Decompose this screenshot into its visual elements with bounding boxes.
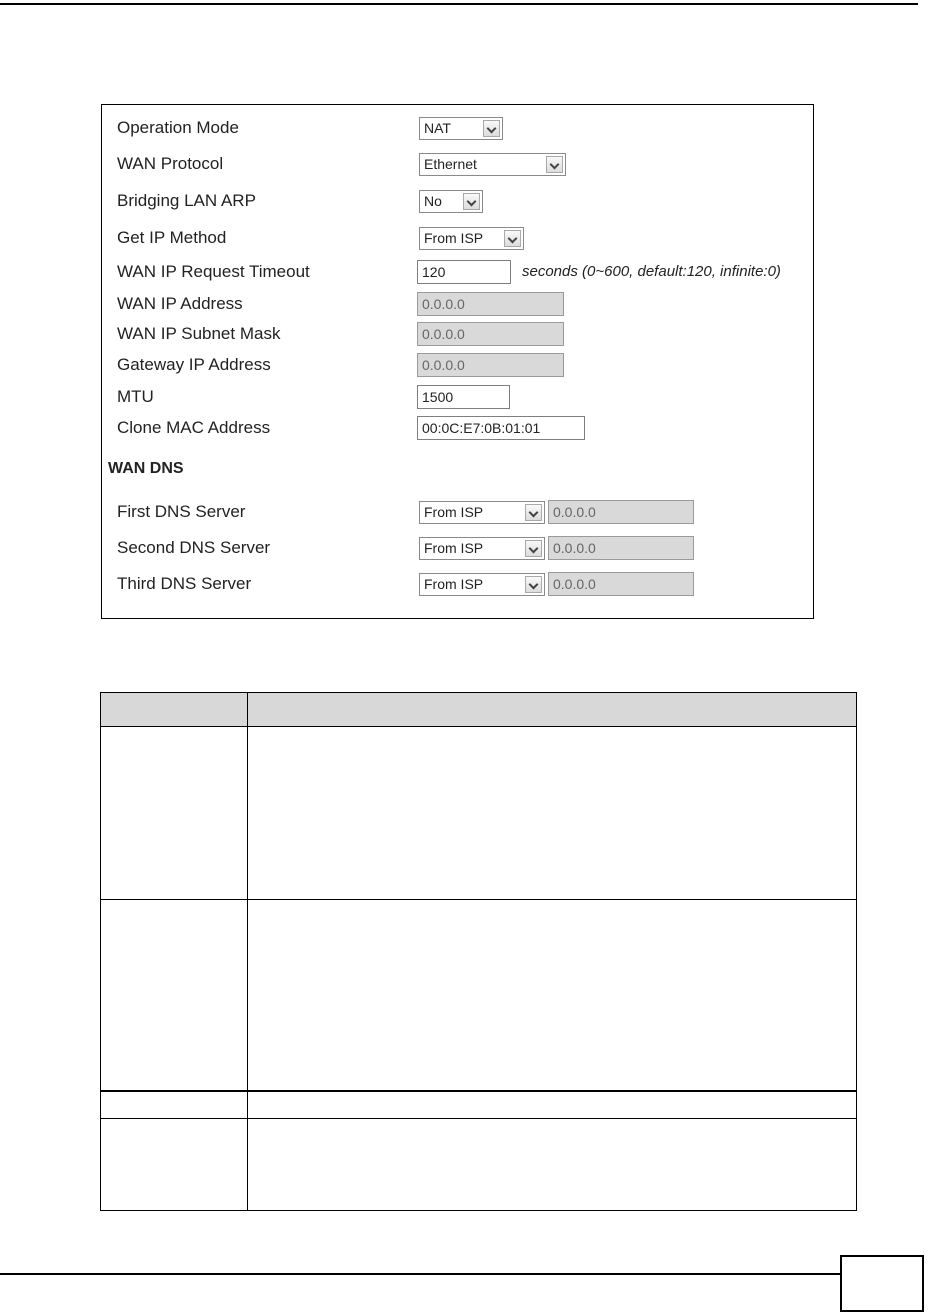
operation-mode-value: NAT <box>424 120 451 136</box>
table-header-cell <box>248 693 857 727</box>
second-dns-mode-select[interactable] <box>419 537 545 560</box>
table-cell <box>101 1091 248 1119</box>
wan-ip-subnet-mask-input: 0.0.0.0 <box>417 322 564 346</box>
chevron-down-icon <box>525 504 542 521</box>
table-cell <box>101 1119 248 1211</box>
table-header-row <box>101 693 857 727</box>
get-ip-method-label: Get IP Method <box>117 228 227 247</box>
gateway-ip-address-input: 0.0.0.0 <box>417 353 564 377</box>
first-dns-ip-input: 0.0.0.0 <box>548 500 694 524</box>
wan-protocol-label: WAN Protocol <box>117 154 224 173</box>
wan-ip-address-input: 0.0.0.0 <box>417 292 564 316</box>
table-cell <box>248 727 857 900</box>
third-dns-mode-value: From ISP <box>424 576 484 592</box>
wan-ip-subnet-mask-label: WAN IP Subnet Mask <box>117 324 281 343</box>
operation-mode-select[interactable] <box>419 117 503 140</box>
clone-mac-address-input[interactable]: 00:0C:E7:0B:01:01 <box>417 416 585 440</box>
chevron-down-icon <box>525 576 542 593</box>
chevron-down-icon <box>463 193 480 210</box>
second-dns-ip-input: 0.0.0.0 <box>548 536 694 560</box>
wan-ip-request-timeout-input[interactable]: 120 <box>417 260 511 284</box>
table-row <box>101 1119 857 1211</box>
get-ip-method-value: From ISP <box>424 230 484 246</box>
third-dns-mode-select[interactable] <box>419 573 545 596</box>
chevron-down-icon <box>525 540 542 557</box>
chevron-down-icon <box>504 230 521 247</box>
wan-protocol-select[interactable] <box>419 153 566 176</box>
second-dns-mode-value: From ISP <box>424 540 484 556</box>
operation-mode-label: Operation Mode <box>117 118 239 137</box>
bridging-lan-arp-label: Bridging LAN ARP <box>117 191 256 210</box>
wan-settings-panel <box>101 104 814 619</box>
wan-protocol-value: Ethernet <box>424 156 477 172</box>
gateway-ip-address-label: Gateway IP Address <box>117 355 271 374</box>
header-rule <box>0 3 918 5</box>
third-dns-server-label: Third DNS Server <box>117 574 252 593</box>
mtu-input[interactable]: 1500 <box>417 385 510 409</box>
table-header-cell <box>101 693 248 727</box>
wan-ip-address-label: WAN IP Address <box>117 294 243 313</box>
first-dns-server-label: First DNS Server <box>117 502 246 521</box>
table-row <box>101 900 857 1091</box>
page-number-box <box>840 1255 924 1312</box>
first-dns-mode-select[interactable] <box>419 501 545 524</box>
footer-rule <box>0 1273 840 1275</box>
table-cell <box>248 900 857 1091</box>
wan-ip-request-timeout-label: WAN IP Request Timeout <box>117 262 310 281</box>
description-table <box>100 692 857 1211</box>
table-row <box>101 727 857 900</box>
get-ip-method-select[interactable] <box>419 227 524 250</box>
third-dns-ip-input: 0.0.0.0 <box>548 572 694 596</box>
mtu-label: MTU <box>117 387 154 406</box>
timeout-hint: seconds (0~600, default:120, infinite:0) <box>522 263 781 280</box>
clone-mac-address-label: Clone MAC Address <box>117 418 271 437</box>
first-dns-mode-value: From ISP <box>424 504 484 520</box>
table-row <box>101 1091 857 1119</box>
table-cell <box>101 727 248 900</box>
table-cell <box>248 1091 857 1119</box>
table-cell <box>248 1119 857 1211</box>
table-cell <box>101 900 248 1091</box>
second-dns-server-label: Second DNS Server <box>117 538 271 557</box>
chevron-down-icon <box>483 120 500 137</box>
wan-dns-title: WAN DNS <box>108 460 184 477</box>
bridging-lan-arp-select[interactable] <box>419 190 483 213</box>
bridging-lan-arp-value: No <box>424 193 442 209</box>
chevron-down-icon <box>546 156 563 173</box>
